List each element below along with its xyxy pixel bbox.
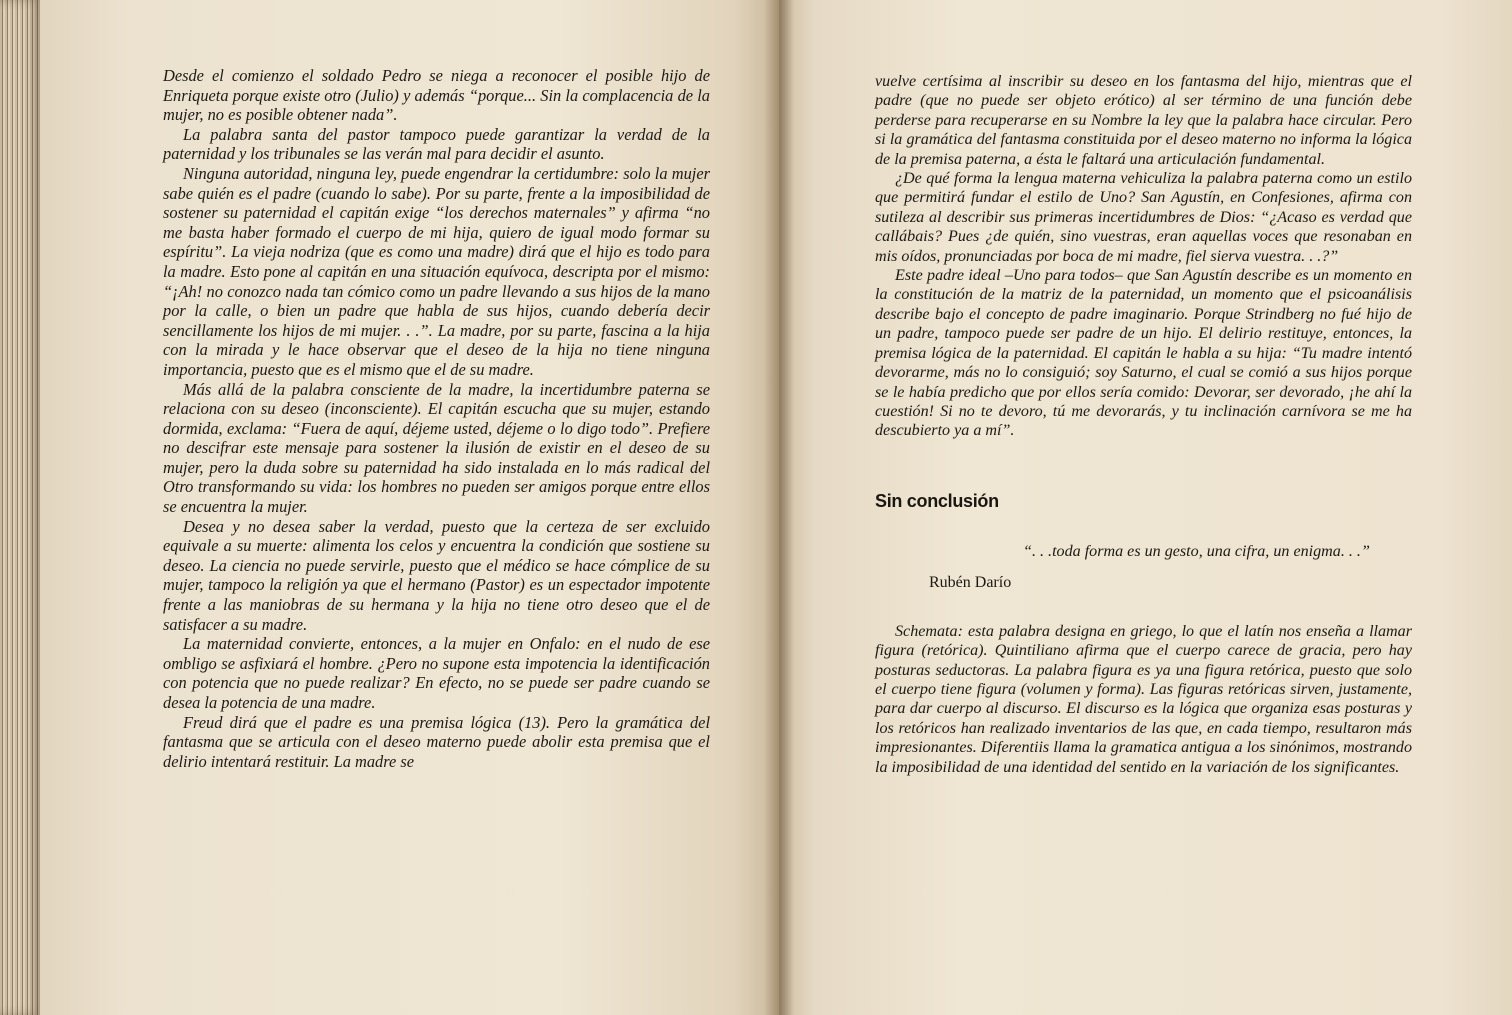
left-page-text (163, 66, 710, 771)
section-title: Sin conclusión (875, 490, 999, 511)
left-paragraph-3: Ninguna autoridad, ninguna ley, puede engendrar la certidumbre: solo la mujer sabe quién es el padre (cuando lo sabe). Por su parte, frente a la imposibilidad de sostener su paternidad el capitán exige “los derechos maternales” y afirma “no me basta haber formado el cuerpo de mi hija, quiero de igual modo formar su espíritu”. La vieja nodriza (que es como una madre) dirá que el hijo es todo para la madre. Esto pone al capitán en una situación equívoca, descripta por el mismo: “¡Ah! no conozco nada tan cómico como un padre llevando a sus hijos de la mano por la calle, o bien un padre que habla de sus hijos, cuando debería decir sencillamente los hijos de mi mujer. . .”. La madre, por su parte, fascina a la hija con la mirada y le hace observar que el deseo de la hija no tiene ninguna importancia, puesto que es el mismo que el de su madre. (163, 163, 710, 379)
page-edges (0, 0, 40, 1015)
left-page (40, 0, 778, 1015)
left-paragraph-1: Desde el comienzo el soldado Pedro se niega a reconocer el posible hijo de Enriqueta porque existe otro (Julio) y además “porque... Sin la complacencia de la mujer, no es posible obtener nada”. (163, 66, 710, 125)
left-paragraph-5: Desea y no desea saber la verdad, puesto que la certeza de ser excluido equivale a su muerte: alimenta los celos y encuentra la condición que sostiene su deseo. La ciencia no puede servirle, puesto que el médico se hace cómplice de su mujer, tampoco la religión ya que el hermano (Pastor) es un espectador impotente frente a las maniobras de su hermana y la hija no tiene otro deseo que el de satisfacer a su madre. (163, 516, 710, 634)
right-paragraph-1: vuelve certísima al inscribir su deseo en los fantasma del hijo, mientras que el padre (que no puede ser objeto erótico) al ser término de una función debe perderse para recuperarse en su Nombre la ley que la palabra hace circular. Pero si la gramática del fantasma constituida por el deseo materno no informa la lógica de la premisa paterna, a ésta le faltará una articulación fundamental. (875, 73, 1412, 168)
right-paragraph-3: Este padre ideal –Uno para todos– que San Agustín describe es un momento en la constitución de la matriz de la paternidad, un momento que el psicoanálisis describe bajo el concepto de padre imaginario. Porque Strindberg no fué hijo de un padre, tampoco puede ser padre de un hijo. El delirio restituye, entonces, la premisa lógica de la paternidad. El capitán le habla a su hija: “Tu madre intentó devorarme, más no lo consiguió; soy Saturno, el cual se comió a sus hijos porque se le había predicho que por ellos sería comido: Devorar, ser devorado, ¡he ahí la cuestión! Si no te devoro, tú me devorarás, y tu inclinación carnívora se me ha descubierto ya a mí”. (875, 267, 1412, 440)
left-paragraph-6: La maternidad convierte, entonces, a la mujer en Onfalo: en el nudo de ese ombligo se asfixiará el hombre. ¿Pero no supone esta impotencia la identificación con potencia que no puede realizar? En efecto, no se puede ser padre cuando se desea la potencia de una madre. (163, 634, 710, 712)
right-page (778, 0, 1512, 1015)
right-page-closing-text (875, 622, 1412, 777)
epigraph: “. . .toda forma es un gesto, una cifra, un enigma. . .” (1023, 542, 1370, 560)
right-page-text (875, 72, 1412, 441)
left-paragraph-2: La palabra santa del pastor tampoco puede garantizar la verdad de la paternidad y los tribunales se las verán mal para decidir el asunto. (163, 124, 710, 164)
right-paragraph-final: Schemata: esta palabra designa en griego, lo que el latín nos enseña a llamar figura (retórica). Quintiliano afirma que el cuerpo carece de gracia, pero hay posturas seductoras. La palabra figura es ya una figura retórica, puesto que solo el cuerpo tiene figura (volumen y forma). Las figuras retóricas sirven, justamente, para dar cuerpo al discurso. El discurso es la lógica que organiza esas posturas y los retóricos han realizado inventarios de las que, en cada tiempo, resultaron más impresionantes. Diferentiis llama la gramatica antigua a los sinónimos, mostrando la imposibilidad de una identidad del sentido en la variación de los significantes. (875, 622, 1412, 776)
left-paragraph-7: Freud dirá que el padre es una premisa lógica (13). Pero la gramática del fantasma que se articula con el deseo materno puede abolir esta premisa que el delirio intentará restituir. La madre se (163, 712, 710, 771)
right-paragraph-2: ¿De qué forma la lengua materna vehiculiza la palabra paterna como un estilo que permitirá fundar el estilo de Uno? San Agustín, en Confesiones, afirma con sutileza al describir sus primeras incertidumbres de Dios: “¿Acaso es verdad que callábais? Pues ¿de quién, sino vuestras, eran aquellas voces que resonaban en mis oídos, pronunciadas por boca de mi madre, fiel sierva vuestra. . .?” (875, 170, 1412, 265)
epigraph-author: Rubén Darío (929, 573, 1012, 591)
left-paragraph-4: Más allá de la palabra consciente de la madre, la incertidumbre paterna se relaciona con su deseo (inconsciente). El capitán escucha que su mujer, estando dormida, exclama: “Fuera de aquí, déjeme usted, déjeme o lo digo todo”. Prefiere no descifrar este mensaje para sostener la ilusión de existir en el deseo de su mujer, pero la duda sobre su paternidad ha sido instalada en lo más radical del Otro transformando su vida: los hombres no pueden ser amigos porque entre ellos se encuentra la mujer. (163, 379, 710, 517)
